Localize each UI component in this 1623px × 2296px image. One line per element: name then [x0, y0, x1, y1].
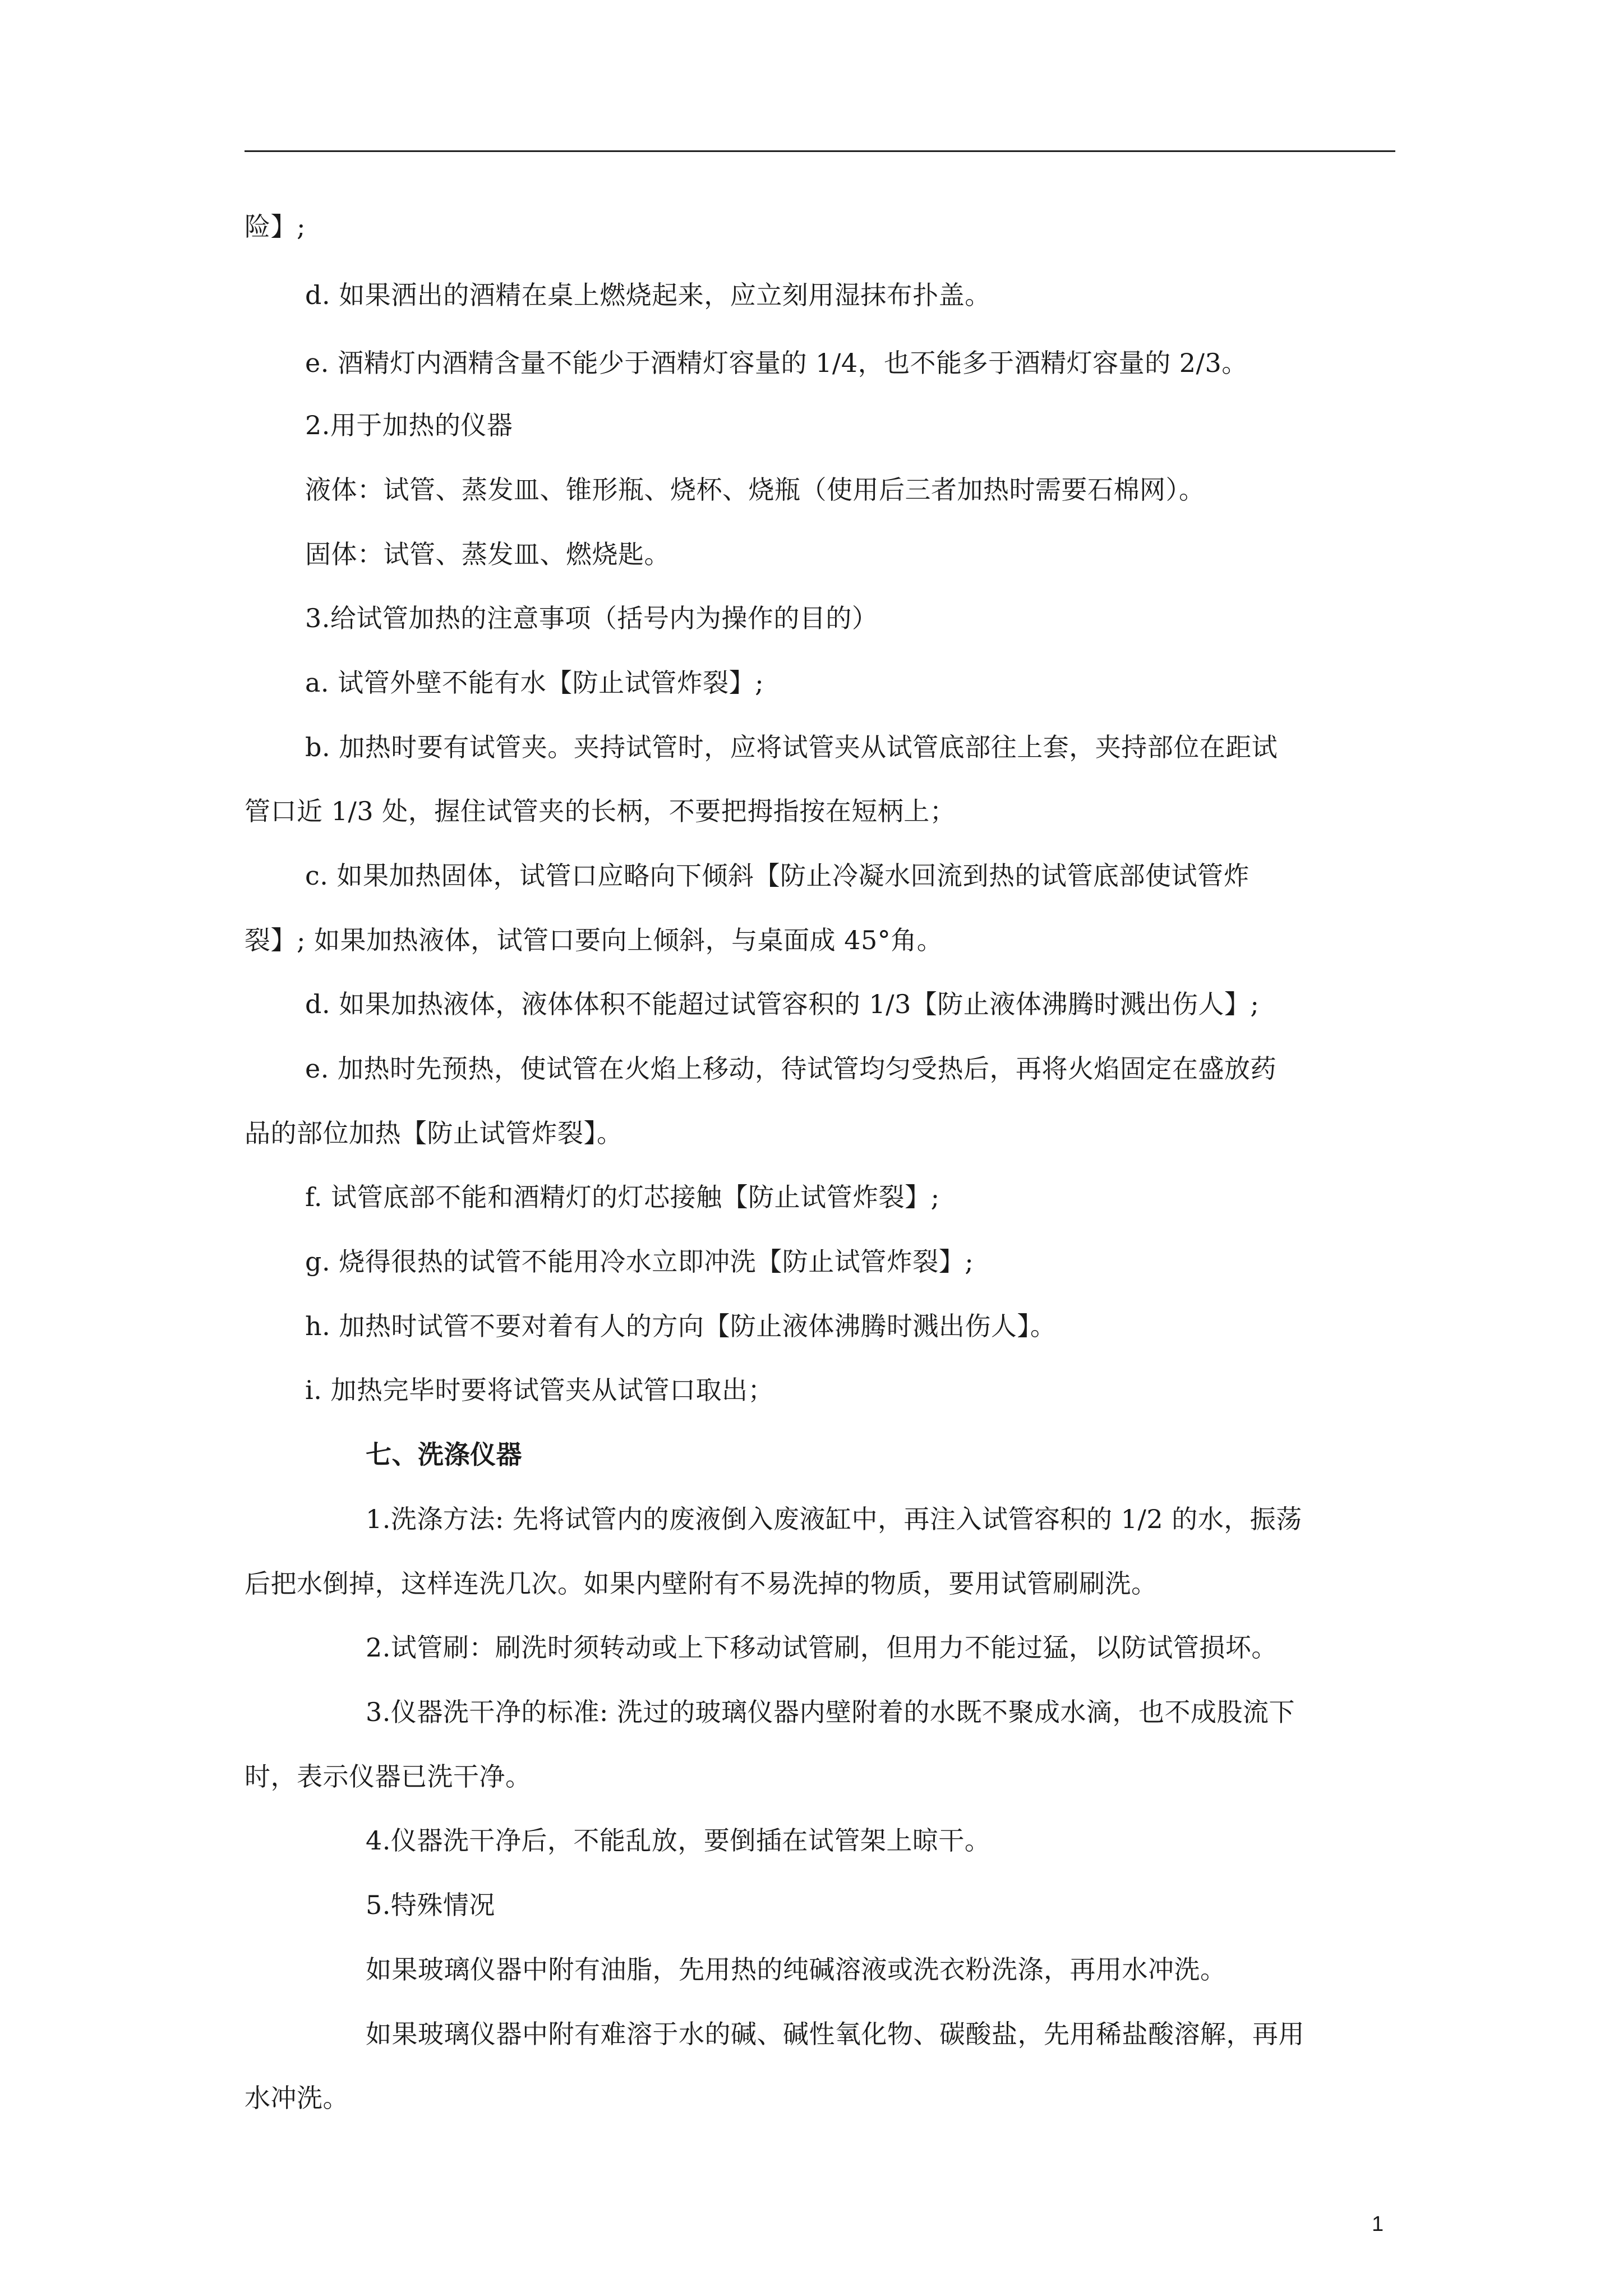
text-line: 2.试管刷：刷洗时须转动或上下移动试管刷，但用力不能过猛，以防试管损坏。 — [366, 1632, 1278, 1663]
text-line: i. 加热完毕时要将试管夹从试管口取出； — [305, 1375, 774, 1405]
text-line: 2.用于加热的仪器 — [305, 410, 513, 440]
text-line: b. 加热时要有试管夹。夹持试管时，应将试管夹从试管底部往上套，夹持部位在距试 — [305, 732, 1278, 762]
text-line: 3.给试管加热的注意事项（括号内为操作的目的） — [305, 603, 878, 633]
text-line: 品的部位加热【防止试管炸裂】。 — [245, 1118, 623, 1148]
text-line: 固体：试管、蒸发皿、燃烧匙。 — [305, 539, 670, 569]
text-line: e. 酒精灯内酒精含量不能少于酒精灯容量的 1/4，也不能多于酒精灯容量的 2/3。 — [305, 348, 1248, 378]
text-line: e. 加热时先预热，使试管在火焰上移动，待试管均匀受热后，再将火焰固定在盛放药 — [305, 1053, 1276, 1084]
text-line: 后把水倒掉，这样连洗几次。如果内壁附有不易洗掉的物质，要用试管刷刷洗。 — [245, 1568, 1158, 1599]
text-line: a. 试管外壁不能有水【防止试管炸裂】; — [305, 668, 764, 698]
text-line: h. 加热时试管不要对着有人的方向【防止液体沸腾时溅出伤人】。 — [305, 1311, 1057, 1341]
header-rule — [245, 150, 1395, 152]
text-line: 1.洗涤方法: 先将试管内的废液倒入废液缸中，再注入试管容积的 1/2 的水，振荡 — [366, 1504, 1302, 1534]
text-line: 5.特殊情况 — [366, 1890, 495, 1920]
text-line: d. 如果洒出的酒精在桌上燃烧起来，应立刻用湿抹布扑盖。 — [305, 280, 991, 310]
text-line: 水冲洗。 — [245, 2083, 349, 2113]
text-line: 3.仪器洗干净的标准: 洗过的玻璃仪器内壁附着的水既不聚成水滴，也不成股流下 — [366, 1697, 1295, 1727]
text-line: 裂】; 如果加热液体，试管口要向上倾斜，与桌面成 45°角。 — [245, 925, 943, 955]
text-line: 如果玻璃仪器中附有油脂，先用热的纯碱溶液或洗衣粉洗涤，再用水冲洗。 — [366, 1954, 1227, 1985]
section-heading: 七、洗涤仪器 — [366, 1439, 522, 1470]
text-line: 如果玻璃仪器中附有难溶于水的碱、碱性氧化物、碳酸盐，先用稀盐酸溶解，再用 — [366, 2019, 1304, 2049]
text-line: g. 烧得很热的试管不能用冷水立即冲洗【防止试管炸裂】; — [305, 1246, 974, 1277]
text-line: 时，表示仪器已洗干净。 — [245, 1761, 532, 1792]
text-line: 液体：试管、蒸发皿、锥形瓶、烧杯、烧瓶（使用后三者加热时需要石棉网）。 — [305, 475, 1205, 505]
page-number: 1 — [1372, 2212, 1384, 2236]
text-line: 险】; — [245, 211, 306, 242]
text-line: c. 如果加热固体，试管口应略向下倾斜【防止冷凝水回流到热的试管底部使试管炸 — [305, 861, 1250, 891]
text-line: 4.仪器洗干净后，不能乱放，要倒插在试管架上晾干。 — [366, 1825, 991, 1856]
text-line: f. 试管底部不能和酒精灯的灯芯接触【防止试管炸裂】; — [305, 1182, 940, 1212]
text-line: d. 如果加热液体，液体体积不能超过试管容积的 1/3【防止液体沸腾时溅出伤人】; — [305, 989, 1260, 1019]
text-line: 管口近 1/3 处，握住试管夹的长柄，不要把拇指按在短柄上； — [245, 796, 956, 826]
